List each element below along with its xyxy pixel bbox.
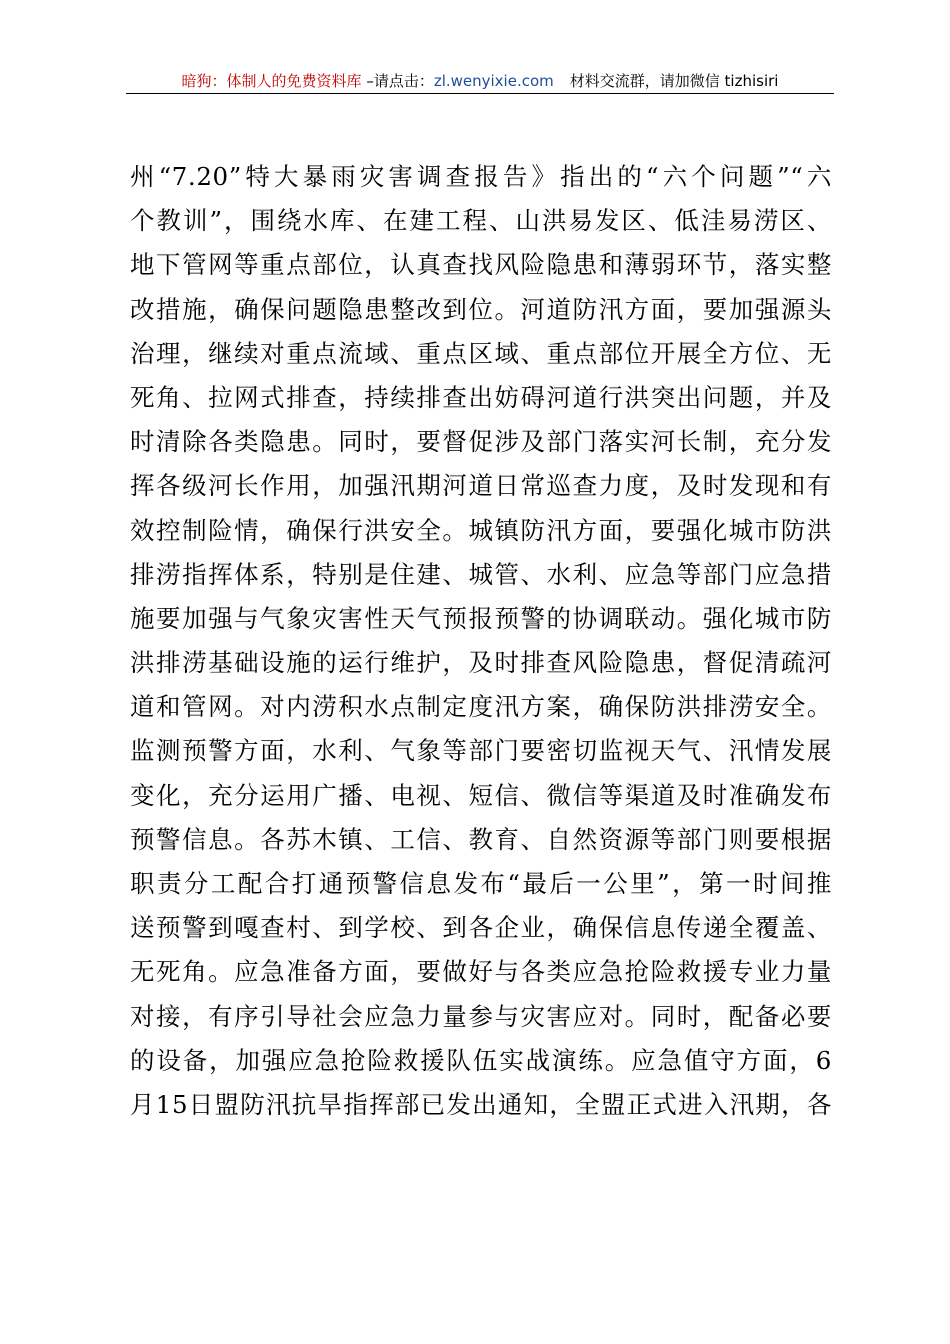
body-line: 死角、拉网式排查，持续排查出妨碍河道行洪突出问题，并及 [130,382,832,412]
body-line: 监测预警方面，水利、气象等部门要密切监视天气、汛情发展 [130,736,832,766]
header-contact-text: 材料交流群，请加微信 tizhisiri [569,72,779,90]
body-line: 无死角。应急准备方面，要做好与各类应急抢险救援专业力量 [130,957,832,987]
body-line: 改措施，确保问题隐患整改到位。河道防汛方面，要加强源头 [130,294,832,324]
body-line: 送预警到嘎查村、到学校、到各企业，确保信息传递全覆盖、 [130,913,832,943]
header-brand-text: 暗狗：体制人的免费资料库 [181,72,362,90]
page-header [126,70,834,92]
body-line: 职责分工配合打通预警信息发布“最后一公里”，第一时间推 [130,869,832,898]
body-line: 州“7.20”特大暴雨灾害调查报告》指出的“六个问题”“六 [130,162,832,191]
document-body [130,155,832,1127]
header-url-link[interactable]: zl.wenyixie.com [433,72,554,90]
body-line: 个教训”，围绕水库、在建工程、山洪易发区、低洼易涝区、 [130,206,832,236]
body-line: 洪排涝基础设施的运行维护，及时排查风险隐患，督促清疏河 [130,648,832,678]
header-prompt-text: –请点击： [361,72,434,90]
body-line: 治理，继续对重点流域、重点区域、重点部位开展全方位、无 [130,338,832,368]
body-line: 预警信息。各苏木镇、工信、教育、自然资源等部门则要根据 [130,824,832,854]
body-line: 地下管网等重点部位，认真查找风险隐患和薄弱环节，落实整 [130,250,832,280]
body-line: 的设备，加强应急抢险救援队伍实战演练。应急值守方面，6 [130,1045,832,1075]
body-line: 挥各级河长作用，加强汛期河道日常巡查力度，及时发现和有 [130,471,832,501]
header-divider [126,93,834,94]
body-line: 道和管网。对内涝积水点制定度汛方案，确保防洪排涝安全。 [130,692,832,722]
body-line: 时清除各类隐患。同时，要督促涉及部门落实河长制，充分发 [130,427,832,457]
body-line: 排涝指挥体系，特别是住建、城管、水利、应急等部门应急措 [130,559,832,589]
body-line: 施要加强与气象灾害性天气预报预警的协调联动。强化城市防 [130,603,832,633]
body-line: 月15日盟防汛抗旱指挥部已发出通知，全盟正式进入汛期，各 [130,1089,832,1119]
body-line: 效控制险情，确保行洪安全。城镇防汛方面，要强化城市防洪 [130,515,832,545]
body-line: 变化，充分运用广播、电视、短信、微信等渠道及时准确发布 [130,780,832,810]
body-line: 对接，有序引导社会应急力量参与灾害应对。同时，配备必要 [130,1001,832,1031]
